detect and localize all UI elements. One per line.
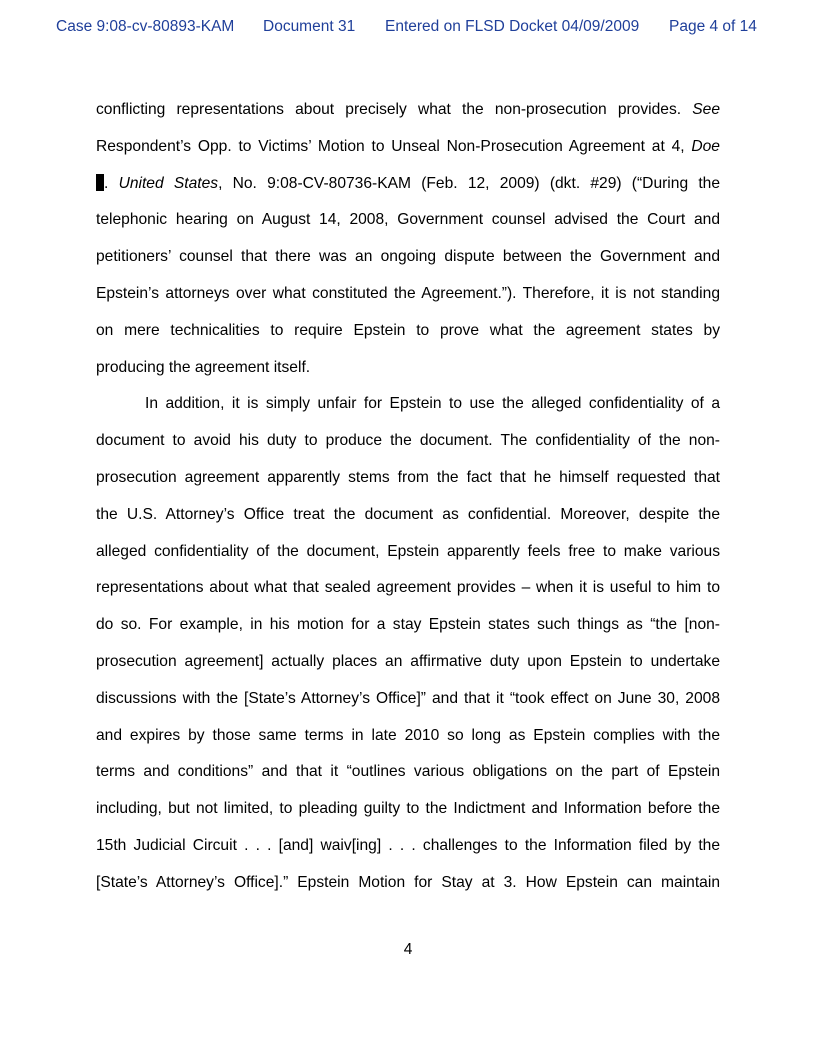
document-number: Document 31 [263, 18, 356, 35]
redaction-mark [96, 174, 104, 191]
text-line: including, but not limited, to pleading guilty to the Indictment and Information before the [96, 800, 720, 818]
text-line: the U.S. Attorney’s Office treat the document as confidential. Moreover, despite the [96, 505, 720, 523]
text-line: and expires by those same terms in late 2010 so long as Epstein complies with the [96, 726, 720, 744]
text-line: discussions with the [State’s Attorney’s Office]” and that it “took effect on June 30, 2008 [96, 689, 720, 707]
docket-entry: Entered on FLSD Docket 04/09/2009 [385, 18, 640, 35]
text-line: petitioners’ counsel that there was an ongoing dispute between the Government and [96, 248, 720, 266]
text-line: alleged confidentiality of the document, Epstein apparently feels free to make various [96, 542, 720, 560]
body-text [96, 92, 720, 902]
text-line: prosecution agreement apparently stems from the fact that he himself requested that [96, 468, 720, 486]
text-line: do so. For example, in his motion for a stay Epstein states such things as “the [non- [96, 616, 720, 634]
text-line: [State’s Attorney’s Office].” Epstein Motion for Stay at 3. How Epstein can maintain [96, 873, 720, 891]
text-line: telephonic hearing on August 14, 2008, Government counsel advised the Court and [96, 211, 720, 229]
docket-header [0, 18, 816, 38]
text-line: prosecution agreement] actually places an affirmative duty upon Epstein to undertake [96, 652, 720, 670]
case-number: Case 9:08-cv-80893-KAM [56, 18, 235, 35]
page-number: 4 [403, 941, 413, 958]
text-line: on mere technicalities to require Epstein to prove what the agreement states by [96, 321, 720, 339]
text-line: conflicting representations about precisely what the non-prosecution provides. See [96, 101, 720, 118]
text-line: terms and conditions” and that it “outlines various obligations on the part of Epstein [96, 763, 720, 781]
text-line: representations about what that sealed agreement provides – when it is useful to him to [96, 579, 720, 597]
text-line: producing the agreement itself. [96, 358, 311, 376]
text-line: 15th Judicial Circuit . . . [and] waiv[ing] . . . challenges to the Information filed by the [96, 836, 720, 854]
text-line: . United States, No. 9:08-CV-80736-KAM (Feb. 12, 2009) (dkt. #29) (“During the [96, 166, 720, 203]
text-line: Epstein’s attorneys over what constituted the Agreement.”). Therefore, it is not standing [96, 284, 720, 302]
page-indicator: Page 4 of 14 [669, 18, 757, 35]
text-line: In addition, it is simply unfair for Epstein to use the alleged confidentiality of a [145, 395, 720, 413]
text-line: Respondent’s Opp. to Victims’ Motion to Unseal Non-Prosecution Agreement at 4, Doe [96, 137, 720, 155]
text-line: document to avoid his duty to produce the document. The confidentiality of the non- [96, 432, 720, 450]
